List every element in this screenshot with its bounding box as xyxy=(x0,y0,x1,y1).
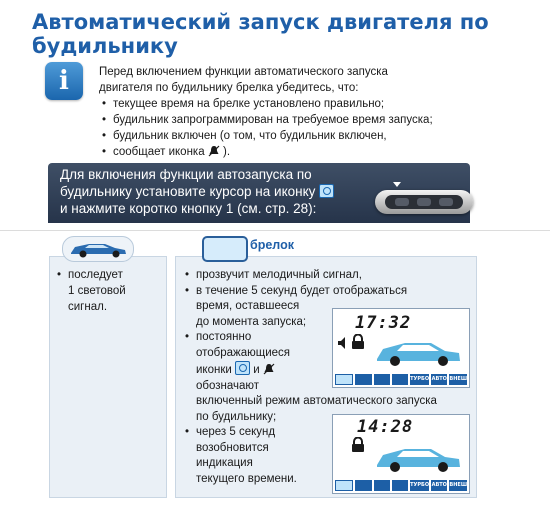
lcd-icon-6: АВТО xyxy=(431,374,447,385)
alarm-bell-icon xyxy=(263,363,275,375)
lcd-icon-4 xyxy=(392,374,408,385)
vehicle-line-3: сигнал. xyxy=(68,301,108,313)
lcd-icon-7: ВНЕШ xyxy=(449,480,467,491)
intro-text xyxy=(99,64,529,160)
lcd-icon-3 xyxy=(374,374,390,385)
intro-list xyxy=(99,96,529,160)
keyfob-label: брелок xyxy=(250,238,294,252)
fob-bullet-3-icons-text: иконки xyxy=(196,364,232,376)
banner-line-2-text: будильнику установите курсор на иконку xyxy=(60,184,316,199)
lcd-icon-1 xyxy=(335,374,353,385)
lock-icon xyxy=(351,437,365,453)
intro-lead-2: двигателя по будильнику брелка убедитесь, что: xyxy=(99,82,359,94)
car-icon xyxy=(62,236,134,262)
section-divider xyxy=(0,230,550,231)
intro-bullet-3b: сообщает иконка xyxy=(113,146,205,158)
keyfob-image xyxy=(375,190,473,214)
lcd-icon-3 xyxy=(374,480,390,491)
keyfob-button-3 xyxy=(439,198,453,206)
intro-bullet-2: • будильник запрограммирован на требуемое время запуска; xyxy=(99,112,529,128)
lcd-time-current: 14:28 xyxy=(357,417,414,437)
pointer-arrow-icon xyxy=(393,182,401,187)
keyfob-button-1 xyxy=(395,198,409,206)
lock-icon xyxy=(351,334,365,350)
keyfob-face xyxy=(385,195,463,209)
lcd-icon-1 xyxy=(335,480,353,491)
instruction-banner-text xyxy=(60,166,390,217)
fob-bullet-3-line-5: включенный режим автоматического запуска xyxy=(196,395,437,407)
alarm-bell-icon xyxy=(208,145,220,157)
fob-bullet-4-line-2: возобновится xyxy=(196,441,269,454)
title-line-2: будильнику xyxy=(32,34,178,58)
fob-bullet-1: • прозвучит мелодичный сигнал, xyxy=(185,268,471,284)
fob-bullet-4: • через 5 секунд xyxy=(185,425,471,441)
lcd-icon-row xyxy=(335,374,467,385)
banner-line-1: Для включения функции автозапуска по xyxy=(60,167,312,182)
lcd-display-current-time xyxy=(332,414,470,494)
fob-bullet-3-line-2: отображающиеся xyxy=(196,346,291,359)
vehicle-bullet-line-1: • последует xyxy=(57,267,157,283)
intro-bullet-3a: будильник включен (о том, что будильник включен, xyxy=(113,130,387,142)
car-icon xyxy=(373,437,463,477)
intro-bullet-3-cont xyxy=(99,144,529,160)
keyfob-screen-icon xyxy=(202,236,248,262)
fob-bullet-2-line-3: до момента запуска; xyxy=(196,315,307,328)
lcd-icon-5: ТУРБО xyxy=(410,480,429,491)
intro-lead-1: Перед включением функции автоматического запуска xyxy=(99,66,388,78)
speaker-icon xyxy=(337,336,349,350)
fob-bullet-2-line-2: время, оставшееся xyxy=(196,300,300,312)
alarm-clock-icon xyxy=(235,361,250,375)
keyfob-button-2 xyxy=(417,198,431,206)
banner-line-3: и нажмите коротко кнопку 1 (см. стр. 28): xyxy=(60,201,317,216)
fob-bullet-3-and: и xyxy=(253,364,260,376)
lcd-icon-4 xyxy=(392,480,408,491)
title-line-1: Автоматический запуск двигателя по xyxy=(32,10,489,34)
fob-bullet-4-line-4: текущего времени. xyxy=(196,472,297,485)
intro-bullet-3c: ). xyxy=(223,146,231,158)
lcd-icon-row xyxy=(335,480,467,491)
fob-bullet-4-line-3: индикация xyxy=(196,457,253,469)
lcd-time-countdown: 17:32 xyxy=(355,313,412,333)
lcd-display-countdown xyxy=(332,308,470,388)
fob-bullet-3-line-4: обозначают xyxy=(196,379,260,392)
alarm-clock-icon xyxy=(319,184,334,198)
banner-line-2 xyxy=(60,183,390,200)
page-title xyxy=(32,10,532,58)
vehicle-line-2: 1 световой xyxy=(68,285,126,297)
intro-bullet-1: • текущее время на брелке установлено правильно; xyxy=(99,96,529,112)
car-icon xyxy=(373,331,463,371)
fob-bullet-3: • постоянно xyxy=(185,330,471,346)
fob-bullet-2: • в течение 5 секунд будет отображаться xyxy=(185,284,471,300)
intro-bullet-3 xyxy=(99,128,529,144)
vehicle-reaction xyxy=(57,267,157,315)
lcd-icon-2 xyxy=(355,374,371,385)
lcd-icon-7: ВНЕШ xyxy=(449,374,467,385)
lcd-icon-2 xyxy=(355,480,371,491)
lcd-icon-6: АВТО xyxy=(431,480,447,491)
info-icon: i xyxy=(45,62,83,100)
fob-bullet-3-line-6: по будильнику; xyxy=(196,410,277,423)
lcd-icon-5: ТУРБО xyxy=(410,374,429,385)
